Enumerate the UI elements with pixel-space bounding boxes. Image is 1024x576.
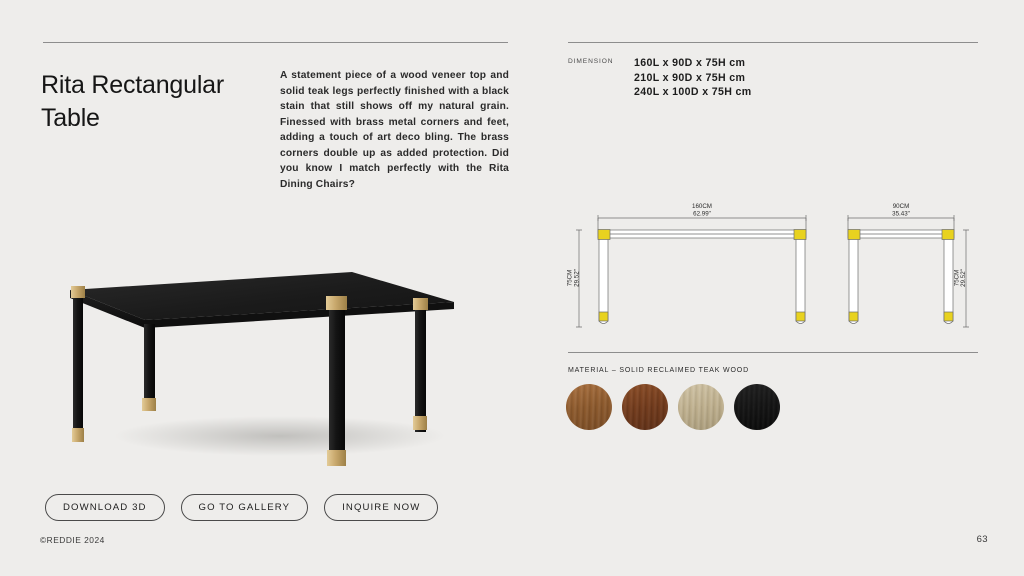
front-width-in-label: 62.99" — [693, 210, 711, 218]
copyright-text: ©REDDIE 2024 — [40, 535, 105, 545]
table-photo-illustration — [30, 258, 485, 483]
front-width-cm-label: 160CM — [692, 203, 712, 210]
elevation-drawings-svg — [566, 200, 978, 345]
dimension-option: 160L x 90D x 75H cm — [634, 57, 746, 69]
side-width-in-label: 35.43" — [892, 210, 910, 218]
technical-drawings — [566, 200, 978, 345]
dimension-option: 240L x 100D x 75H cm — [634, 86, 752, 99]
side-height-cm-label: 75CM — [953, 269, 961, 287]
go-to-gallery-button[interactable]: GO TO GALLERY — [181, 494, 309, 521]
divider-left — [43, 42, 508, 43]
material-label: MATERIAL – SOLID RECLAIMED TEAK WOOD — [568, 367, 750, 374]
side-width-cm-label: 90CM — [892, 203, 910, 210]
product-photo — [30, 258, 485, 483]
divider-right — [568, 42, 978, 43]
teak-light-ash-swatch[interactable] — [678, 384, 724, 430]
front-height-in-label: 29.52" — [573, 269, 581, 287]
action-button-row — [45, 494, 438, 521]
download-3d-button[interactable]: DOWNLOAD 3D — [45, 494, 165, 521]
teak-black-stain-swatch[interactable] — [734, 384, 780, 430]
product-description: A statement piece of a wood veneer top and solid teak legs perfectly finished with a black stain that still shows off my natural grain. Finessed with brass metal corners and feet, adding a touch of art deco bling. The brass corners double up as added protection. Did you know I match perfectly with the Rita Dining Chairs? — [280, 70, 509, 190]
teak-walnut-swatch[interactable] — [622, 384, 668, 430]
material-swatch-row — [566, 384, 780, 430]
side-height-in-label: 29.52" — [960, 269, 968, 287]
dimension-options — [634, 56, 752, 100]
teak-natural-swatch[interactable] — [566, 384, 612, 430]
dimension-label: DIMENSION — [568, 58, 614, 65]
inquire-now-button[interactable]: INQUIRE NOW — [324, 494, 438, 521]
dimension-option: 210L x 90D x 75H cm — [634, 71, 746, 84]
page-title: Rita Rectangular Table — [41, 70, 225, 132]
divider-material — [568, 352, 978, 353]
page-number: 63 — [976, 534, 988, 545]
front-height-cm-label: 75CM — [566, 269, 574, 287]
